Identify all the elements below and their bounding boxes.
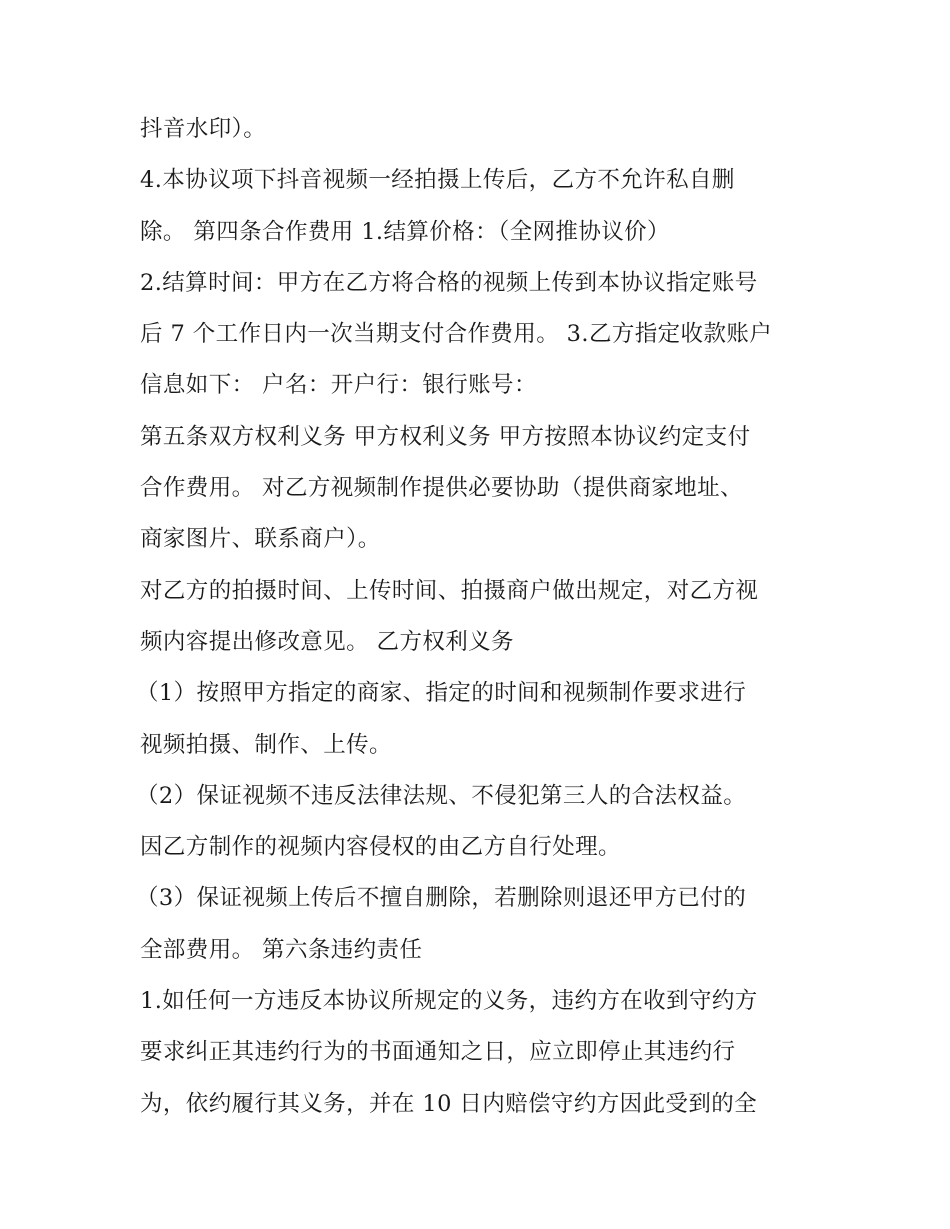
document-body xyxy=(136,104,820,1130)
text-line: （3）保证视频上传后不擅自删除，若删除则退还甲方已付的 xyxy=(136,885,747,912)
text-line: 视频拍摄、制作、上传。 xyxy=(140,731,392,758)
text-line: 信息如下： 户名：开户行：银行账号： xyxy=(140,372,537,399)
text-line: 频内容提出修改意见。 乙方权利义务 xyxy=(140,628,514,655)
text-line: 为，依约履行其义务，并在 10 日内赔偿守约方因此受到的全 xyxy=(140,1090,758,1117)
text-line: 1.如任何一方违反本协议所规定的义务，违约方在收到守约方 xyxy=(140,988,758,1015)
text-line: 第五条双方权利义务 甲方权利义务 甲方按照本协议约定支付 xyxy=(140,423,751,450)
text-line: 2.结算时间：甲方在乙方将合格的视频上传到本协议指定账号 xyxy=(140,269,758,296)
text-line: （1）按照甲方指定的商家、指定的时间和视频制作要求进行 xyxy=(136,680,747,707)
text-line: 全部费用。 第六条违约责任 xyxy=(140,936,423,963)
text-line: 要求纠正其违约行为的书面通知之日，应立即停止其违约行 xyxy=(140,1039,736,1066)
text-line: 合作费用。 对乙方视频制作提供必要协助（提供商家地址、 xyxy=(140,475,743,502)
text-line: 4.本协议项下抖音视频一经拍摄上传后，乙方不允许私自删 xyxy=(140,167,735,194)
text-line: 商家图片、联系商户）。 xyxy=(140,526,381,553)
text-line: 对乙方的拍摄时间、上传时间、拍摄商户做出规定，对乙方视 xyxy=(140,577,759,604)
text-line: （2）保证视频不违反法律法规、不侵犯第三人的合法权益。 xyxy=(136,782,747,809)
text-line: 抖音水印）。 xyxy=(140,116,267,142)
text-line: 后 7 个工作日内一次当期支付合作费用。 3.乙方指定收款账户 xyxy=(140,321,773,348)
text-line: 因乙方制作的视频内容侵权的由乙方自行处理。 xyxy=(140,834,621,861)
text-line: 除。 第四条合作费用 1.结算价格：（全网推协议价） xyxy=(140,218,670,245)
